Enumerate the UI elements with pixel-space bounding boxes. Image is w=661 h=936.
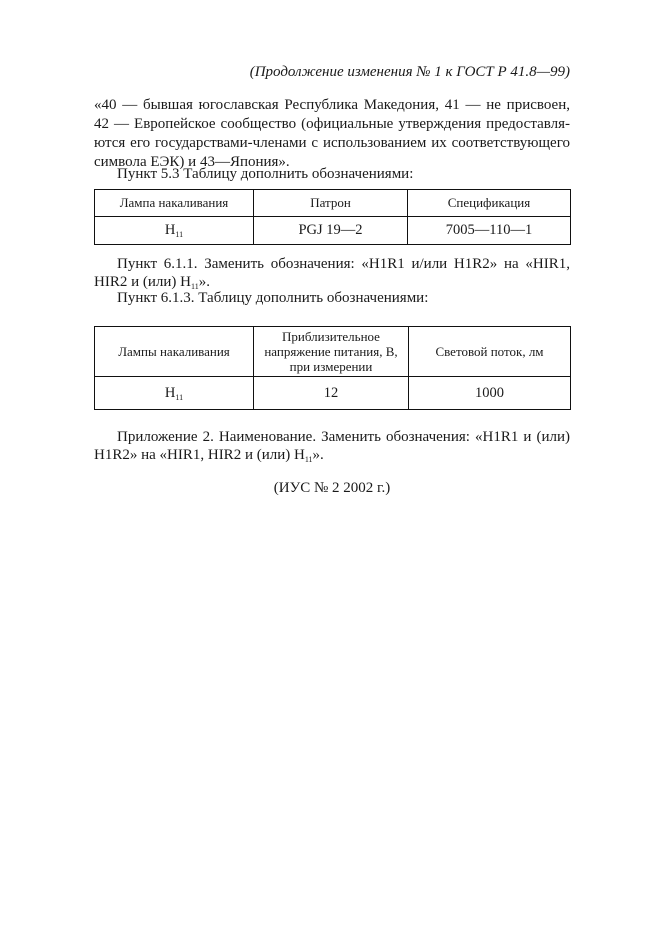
table-5-3: [94, 189, 571, 245]
table-row: [95, 377, 571, 410]
item-5-3-text: Пункт 5.3 Таблицу дополнить обозначениями:: [117, 166, 414, 182]
table-cell-flux: 1000: [409, 377, 571, 410]
subscript: 11: [304, 455, 313, 464]
paragraph-line: символа ЕЭК) и 43—Япония».: [94, 154, 290, 170]
table-header-row: [95, 190, 571, 217]
item-6-1-1-line1: Пункт 6.1.1. Заменить обозначения: «H1R1 и/или H1R2» на «HIR1,: [117, 256, 570, 272]
table-header-cell: Спецификация: [408, 190, 571, 217]
text: ».: [198, 274, 210, 290]
appendix-2-line2: [94, 446, 570, 469]
table-header-row: [95, 327, 571, 377]
table-header-cell: Световой поток, лм: [409, 327, 571, 377]
text: HIR2 и (или) H: [94, 274, 191, 290]
document-header: (Продолжение изменения № 1 к ГОСТ Р 41.8—99): [249, 64, 570, 80]
paragraph-line: ются его государствами-членами с использованием их соответствующего: [94, 135, 570, 151]
text: ».: [312, 447, 324, 463]
subscript: 11: [190, 282, 199, 291]
table-cell-spec: 7005—110—1: [408, 217, 571, 245]
text: H1R2» на «HIR1, HIR2 и (или) H: [94, 447, 305, 463]
table-header-cell: Лампа накаливания: [95, 190, 254, 217]
table-6-1-3: [94, 326, 571, 410]
table-cell-voltage: 12: [254, 377, 409, 410]
lamp-symbol: H: [164, 384, 176, 401]
table-cell-lamp: [95, 217, 254, 245]
table-header-cell: Приблизительное напряжение питания, В, при измерении: [254, 327, 409, 377]
paragraph-line: «40 — бывшая югославская Республика Македония, 41 — не присвоен,: [94, 97, 570, 113]
footer-reference: (ИУС № 2 2002 г.): [273, 480, 391, 496]
table-header-cell: Лампы накаливания: [95, 327, 254, 377]
appendix-2-line1: Приложение 2. Наименование. Заменить обозначения: «H1R1 и (или): [117, 429, 570, 445]
table-cell-socket: PGJ 19—2: [254, 217, 408, 245]
table-header-cell: Патрон: [254, 190, 408, 217]
lamp-subscript: 11: [175, 392, 184, 402]
paragraph-line: 42 — Европейское сообщество (официальные утверждения предоставля-: [94, 116, 570, 132]
lamp-symbol: H: [164, 222, 176, 238]
lamp-subscript: 11: [175, 230, 184, 239]
table-row: [95, 217, 571, 245]
item-6-1-3-text: Пункт 6.1.3. Таблицу дополнить обозначениями:: [117, 290, 429, 306]
table-cell-lamp: [95, 377, 254, 410]
